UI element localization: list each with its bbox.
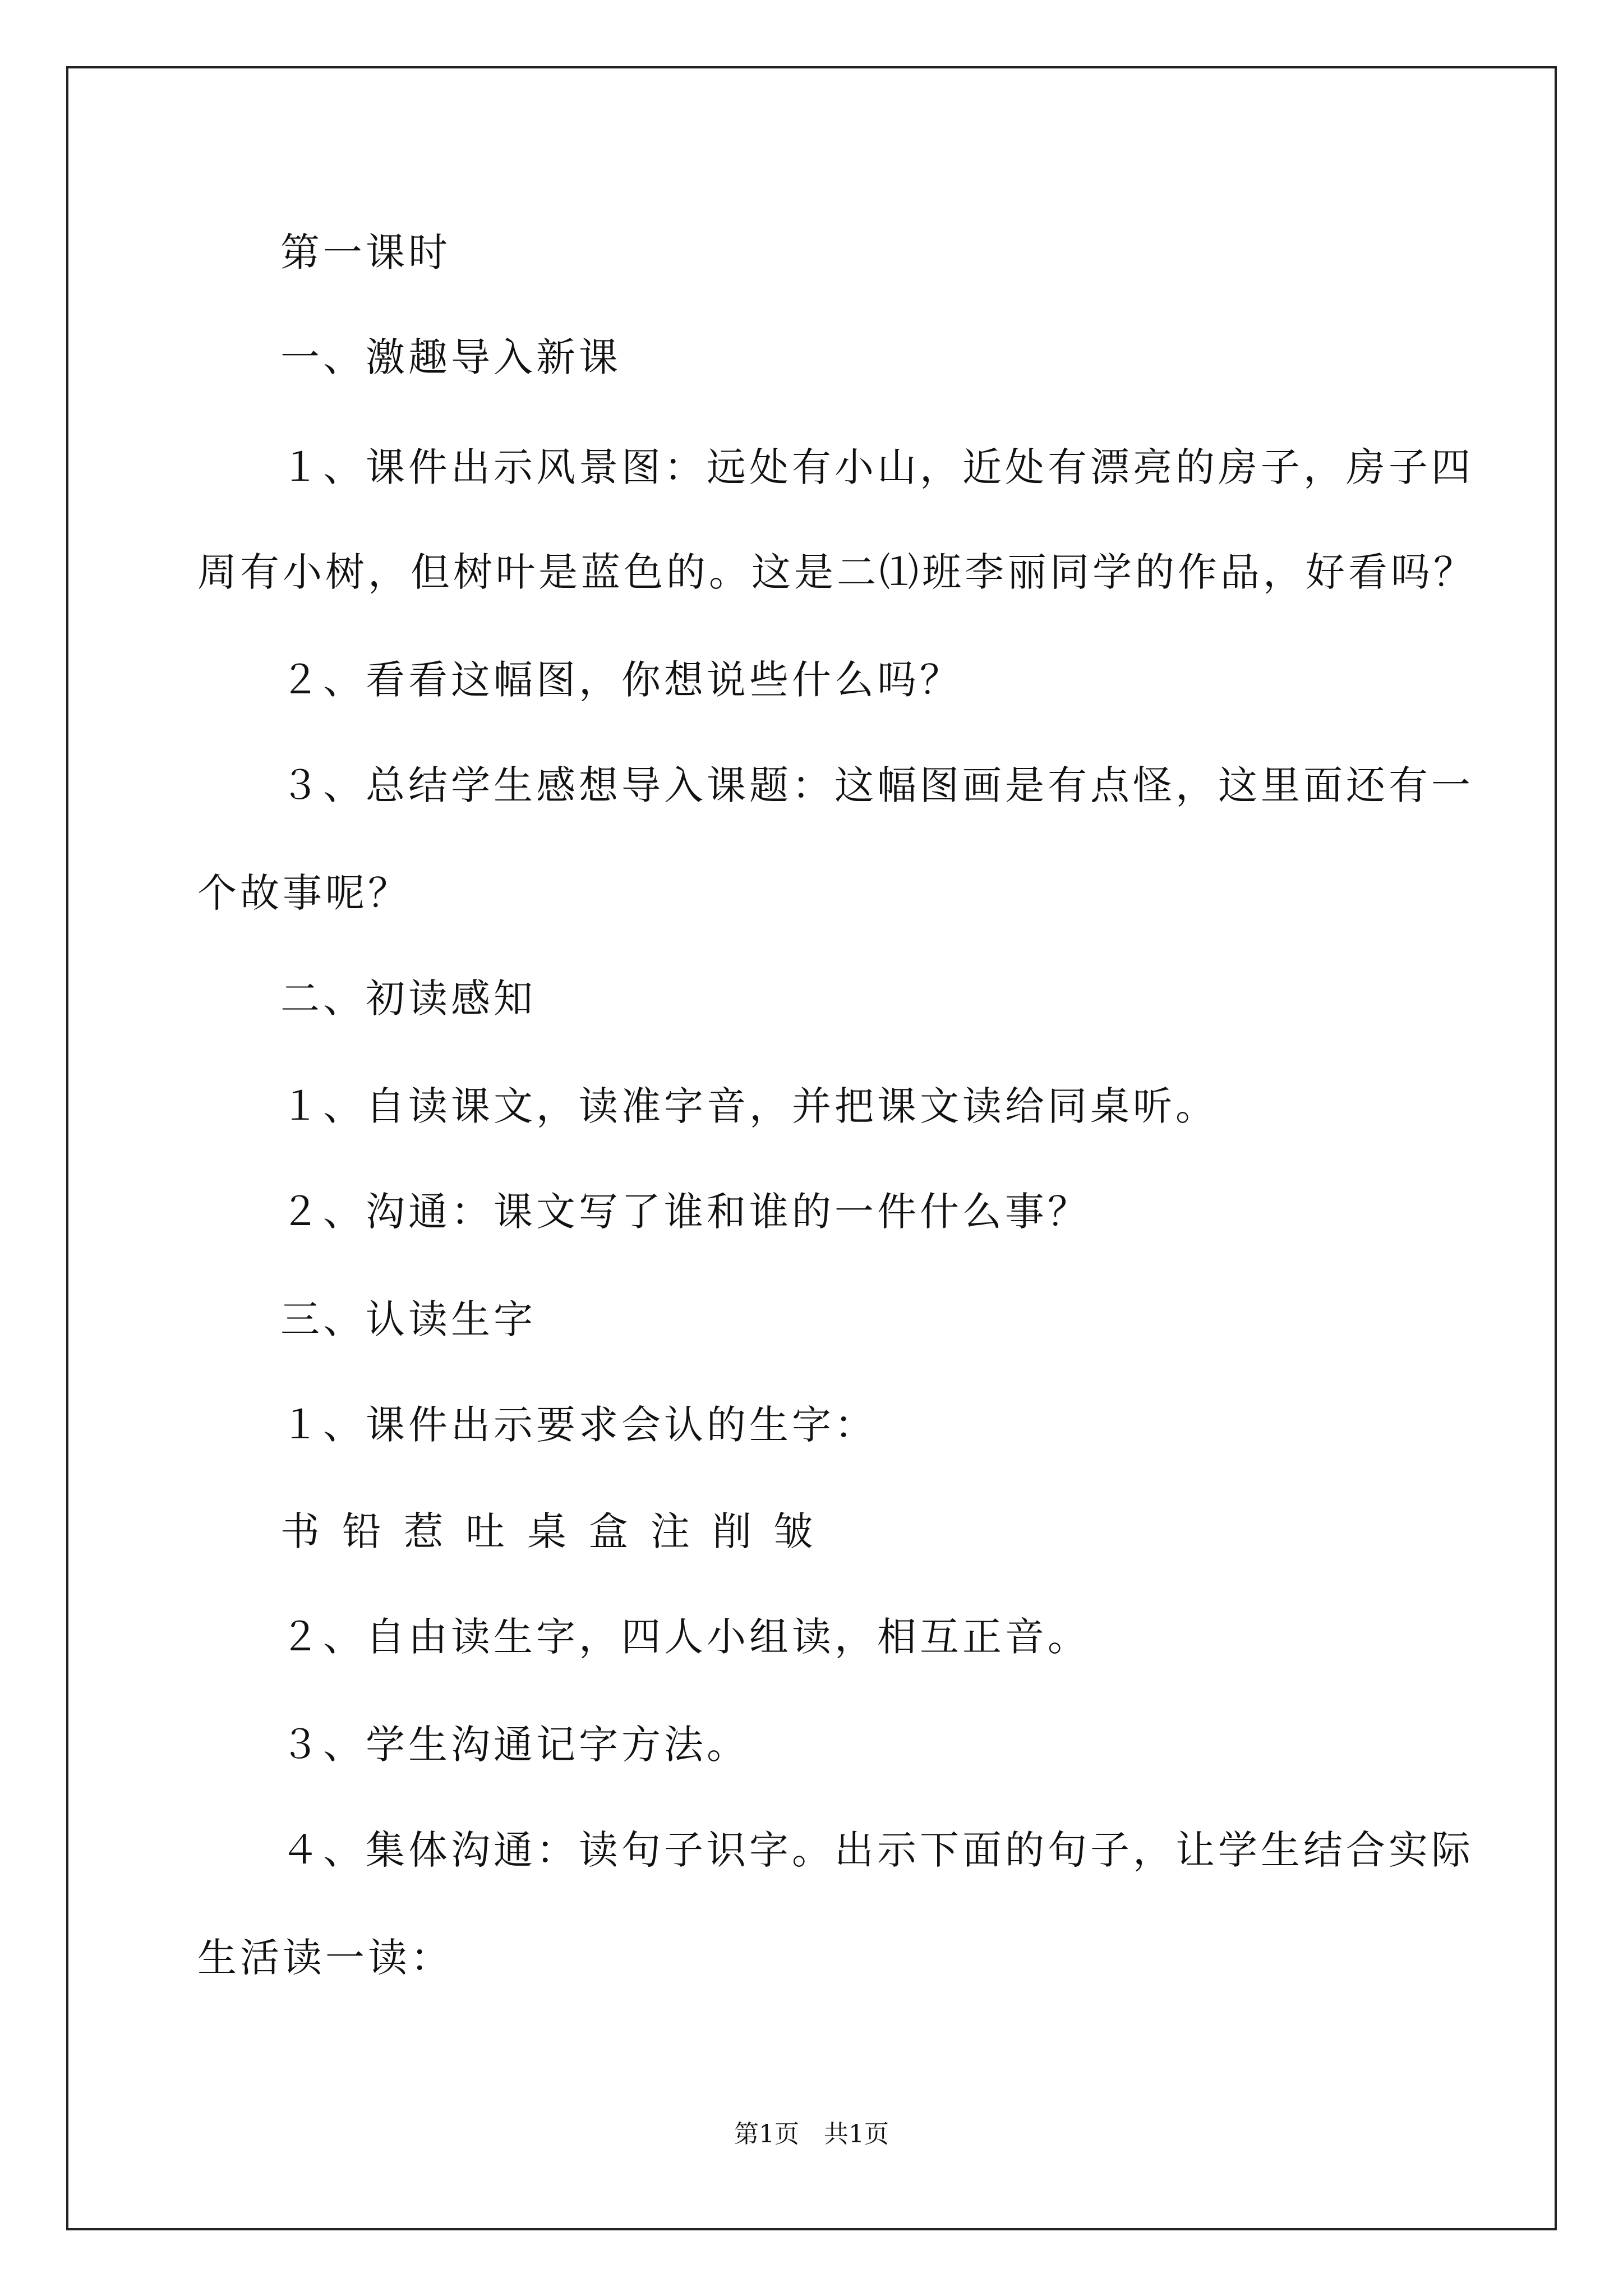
lesson-heading: 第一课时 <box>280 229 451 275</box>
character: 削 <box>712 1508 751 1554</box>
page-border <box>66 66 1557 2230</box>
character: 吐 <box>465 1508 505 1554</box>
paragraph-line: １、课件出示要求会认的生字： <box>280 1402 877 1448</box>
paragraph-line: ２、自由读生字，四人小组读，相互正音。 <box>280 1614 1090 1660</box>
character: 惹 <box>404 1508 443 1554</box>
paragraph-line: ４、集体沟通：读句子识字。出示下面的句子，让学生结合实际 <box>280 1827 1474 1873</box>
character: 书 <box>280 1508 320 1554</box>
page-footer: 第1页 共1页 <box>734 2120 889 2148</box>
character: 盒 <box>589 1508 628 1554</box>
paragraph-line: ３、总结学生感想导入课题：这幅图画是有点怪，这里面还有一 <box>280 762 1474 808</box>
paragraph-line: ２、沟通：课文写了谁和谁的一件什么事？ <box>280 1189 1090 1235</box>
character: 皱 <box>774 1508 813 1554</box>
paragraph-line: １、自读课文，读准字音，并把课文读给同桌听。 <box>280 1083 1218 1129</box>
paragraph-line: ２、看看这幅图，你想说些什么吗？ <box>280 657 962 703</box>
character: 桌 <box>527 1508 566 1554</box>
section-title-2: 二、初读感知 <box>280 976 536 1022</box>
paragraph-line: 周有小树，但树叶是蓝色的。这是二⑴班李丽同学的作品，好看吗？ <box>197 549 1476 595</box>
paragraph-line: 生活读一读： <box>197 1935 453 1981</box>
paragraph-line: １、课件出示风景图：远处有小山，近处有漂亮的房子，房子四 <box>280 444 1474 490</box>
character: 铅 <box>342 1508 381 1554</box>
section-title-3: 三、认读生字 <box>280 1296 536 1342</box>
character-list <box>280 1506 836 1557</box>
section-title-1: 一、激趣导入新课 <box>280 334 621 380</box>
paragraph-line: ３、学生沟通记字方法。 <box>280 1722 749 1768</box>
paragraph-line: 个故事呢？ <box>197 870 411 916</box>
character: 注 <box>651 1508 690 1554</box>
